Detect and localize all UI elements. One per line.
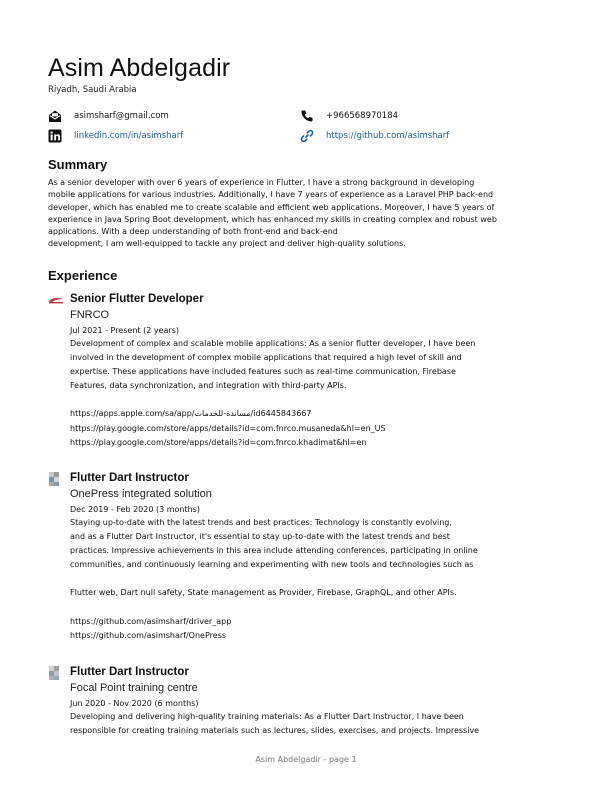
job-description [70, 710, 479, 738]
job-description-line [70, 393, 475, 407]
summary-line: developer, which has enabled me to create scalable and efficient web applications. Moreover, I have 5 years of [48, 202, 495, 212]
experience-heading: Experience [48, 268, 118, 283]
job-title: Flutter Dart Instructor [70, 472, 189, 484]
job-description-line [70, 601, 478, 615]
app-link[interactable]: https://play.google.com/store/apps/details?id=com.fnrco.khadimat&hl=en [70, 437, 367, 447]
summary-line: As a senior developer with over 6 years of experience in Flutter, I have a strong background in developing [48, 178, 475, 187]
job-description-line: Features, data synchronization, and integration with third-party APIs. [70, 381, 347, 391]
job-description-line: responsible for creating training materials such as lectures, slides, exercises, and projects. Impressive [70, 726, 480, 736]
email-text: asimsharf@gmail.com [74, 111, 169, 121]
job-description-line: Developing and delivering high-quality training materials: As a Flutter Dart Instructor, I have been [70, 712, 464, 721]
company-logo-icon [48, 472, 64, 486]
job-dates: Jul 2021 - Present (2 years) [70, 326, 179, 335]
summary-line: mobile applications for various industries. Additionally, I have 7 years of experience as a Laravel PHP back-end [48, 190, 494, 200]
app-link[interactable]: https://play.google.com/store/apps/details?id=com.fnrco.musaneda&hl=en_US [70, 423, 386, 433]
repo-link[interactable]: https://github.com/asimsharf/driver_app [70, 616, 232, 626]
github-link[interactable]: https://github.com/asimsharf [326, 131, 450, 141]
job-title: Senior Flutter Developer [70, 293, 204, 305]
candidate-location: Riyadh, Saudi Arabia [48, 85, 137, 95]
company-logo-icon [48, 293, 64, 307]
job-dates: Jun 2020 - Nov 2020 (6 months) [70, 699, 199, 708]
envelope-icon [48, 109, 62, 123]
job-description-line: practices. Impressive achievements in this area include attending conferences, participating in online [70, 546, 478, 556]
repo-link[interactable]: https://github.com/asimsharf/OnePress [70, 630, 227, 640]
candidate-name: Asim Abdelgadir [48, 54, 231, 82]
summary-line: applications. With a deep understanding of both front-end and back-end [48, 227, 338, 237]
job-company: OnePress integrated solution [70, 488, 212, 500]
job-description-line: Development of complex and scalable mobile applications: As a senior flutter developer, I have been [70, 339, 476, 348]
job-description-line: communities, and continuously learning and experimenting with new tools and technologies such as [70, 560, 474, 570]
link-icon [300, 129, 314, 143]
linkedin-link[interactable]: linkedin.com/in/asimsharf [74, 131, 184, 141]
summary-heading: Summary [48, 157, 108, 172]
job-description [70, 337, 475, 450]
summary-line: development, I am well-equipped to tackle any project and deliver high-quality solutions. [48, 239, 406, 249]
job-description [70, 516, 478, 643]
app-link[interactable]: https://apps.apple.com/sa/app/مساندة-للخدمات/id6445843667 [70, 409, 312, 419]
company-logo-icon [48, 666, 64, 680]
job-description-line: Flutter web, Dart null safety, State management as Provider, Firebase, GraphQL, and other APIs. [70, 588, 457, 598]
job-dates: Dec 2019 - Feb 2020 (3 months) [70, 505, 200, 514]
job-company: Focal Point training centre [70, 682, 198, 694]
job-title: Flutter Dart Instructor [70, 666, 189, 678]
job-description-line: involved in the development of complex mobile applications that required a high level of skill and [70, 353, 462, 363]
job-description-line: expertise. These applications have included features such as real-time communication, Firebase [70, 367, 456, 377]
summary-text [48, 177, 548, 251]
job-company: FNRCO [70, 309, 110, 321]
linkedin-icon [48, 129, 62, 143]
job-description-line [70, 572, 478, 586]
summary-line: experience in Java Spring Boot development, which has enhanced my skills in creating complex and robust web [48, 214, 497, 224]
phone-text: +966568970184 [326, 111, 399, 121]
job-description-line: and as a Flutter Dart Instructor, it's essential to stay up-to-date with the latest trends and best [70, 532, 450, 542]
job-description-line: Staying up-to-date with the latest trends and best practices: Technology is constantly evolving, [70, 518, 452, 527]
page-footer: Asim Abdelgadir - page 1 [255, 755, 357, 764]
phone-icon [300, 109, 314, 123]
